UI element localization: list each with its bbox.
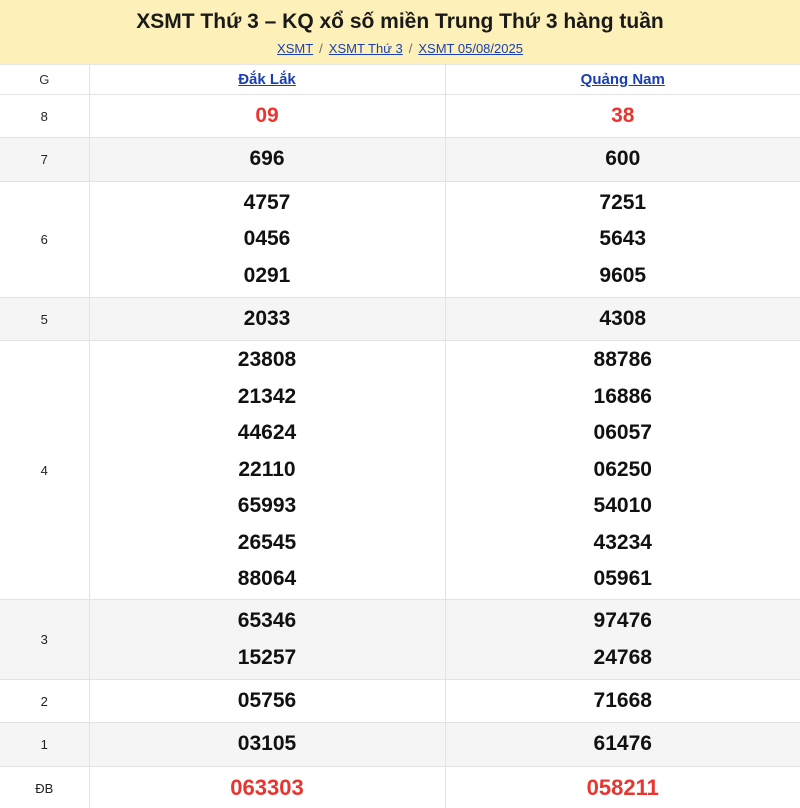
result-number: 15257 — [237, 645, 297, 669]
result-cell-dak-lak — [89, 767, 445, 808]
table-row-prize-3 — [0, 600, 800, 680]
result-cell-dak-lak — [89, 95, 445, 138]
result-number: 09 — [255, 103, 279, 127]
result-number: 61476 — [593, 732, 652, 756]
province-header-quang-nam — [445, 65, 800, 95]
table-row-prize-4 — [0, 341, 800, 600]
table-header-row — [0, 65, 800, 95]
breadcrumb-separator: / — [319, 41, 323, 56]
result-cell-dak-lak — [89, 341, 445, 600]
result-number: 05756 — [237, 688, 297, 712]
result-number: 71668 — [593, 688, 652, 712]
result-number: 06057 — [593, 421, 652, 445]
result-cell-dak-lak — [89, 138, 445, 182]
result-number: 97476 — [593, 609, 652, 632]
result-number: 24768 — [593, 645, 652, 669]
prize-label: 5 — [0, 298, 89, 341]
prize-label: 3 — [0, 600, 89, 680]
result-number: 5643 — [599, 227, 647, 251]
province-link-quang-nam[interactable]: Quảng Nam — [580, 71, 665, 88]
result-cell-quang-nam — [445, 341, 800, 600]
province-header-dak-lak — [89, 65, 445, 95]
page-header — [0, 0, 800, 65]
result-cell-dak-lak — [89, 680, 445, 723]
prize-label: 4 — [0, 341, 89, 600]
result-cell-dak-lak — [89, 600, 445, 680]
result-cell-dak-lak — [89, 298, 445, 341]
result-number: 88786 — [593, 348, 652, 372]
prize-label: 2 — [0, 680, 89, 723]
result-number: 22110 — [238, 457, 296, 481]
result-number: 65346 — [237, 609, 297, 632]
breadcrumb-link-xsmt-date[interactable]: XSMT 05/08/2025 — [418, 41, 523, 56]
result-number: 05961 — [593, 567, 652, 591]
result-number: 4308 — [599, 306, 647, 330]
result-number: 43234 — [593, 530, 652, 554]
breadcrumb-link-xsmt[interactable]: XSMT — [277, 41, 314, 56]
table-row-prize-2 — [0, 680, 800, 723]
result-number: 23808 — [237, 348, 297, 372]
result-number: 54010 — [593, 494, 652, 518]
result-number: 2033 — [243, 306, 291, 330]
prize-label: 6 — [0, 182, 89, 298]
result-cell-quang-nam — [445, 767, 800, 808]
table-row-prize-8 — [0, 95, 800, 138]
special-prize-number: 063303 — [230, 774, 304, 800]
prize-label: ĐB — [0, 767, 89, 808]
result-cell-quang-nam — [445, 182, 800, 298]
table-row-prize-5 — [0, 298, 800, 341]
prize-column-header: G — [0, 65, 89, 95]
result-number: 9605 — [599, 263, 647, 287]
table-row-prize-6 — [0, 182, 800, 298]
table-row-prize-1 — [0, 723, 800, 767]
result-number: 16886 — [593, 384, 652, 408]
breadcrumb-link-xsmt-thu-3[interactable]: XSMT Thứ 3 — [328, 41, 403, 56]
result-number: 38 — [611, 103, 635, 127]
result-cell-quang-nam — [445, 723, 800, 767]
table-row-special-prize — [0, 767, 800, 808]
result-cell-quang-nam — [445, 298, 800, 341]
result-number: 65993 — [237, 494, 297, 518]
result-number: 21342 — [237, 384, 297, 408]
result-number: 06250 — [593, 457, 652, 481]
result-number: 0291 — [243, 263, 291, 287]
result-number: 44624 — [237, 421, 297, 445]
prize-label: 7 — [0, 138, 89, 182]
result-number: 26545 — [237, 530, 297, 554]
province-link-dak-lak[interactable]: Đắk Lắk — [238, 71, 296, 88]
prize-label: 1 — [0, 723, 89, 767]
result-cell-quang-nam — [445, 680, 800, 723]
page-title: XSMT Thứ 3 – KQ xổ số miền Trung Thứ 3 hàng tuần — [136, 10, 664, 33]
result-number: 696 — [249, 147, 285, 171]
breadcrumb — [0, 41, 800, 57]
result-number: 600 — [605, 147, 641, 171]
result-number: 4757 — [243, 190, 291, 214]
result-number: 7251 — [599, 190, 647, 214]
result-cell-dak-lak — [89, 182, 445, 298]
result-number: 03105 — [237, 732, 297, 756]
result-cell-dak-lak — [89, 723, 445, 767]
prize-label: 8 — [0, 95, 89, 138]
result-number: 0456 — [243, 227, 291, 251]
special-prize-number: 058211 — [586, 774, 659, 800]
result-cell-quang-nam — [445, 600, 800, 680]
breadcrumb-separator: / — [408, 41, 413, 56]
result-number: 88064 — [237, 567, 297, 591]
result-cell-quang-nam — [445, 95, 800, 138]
table-row-prize-7 — [0, 138, 800, 182]
results-table — [0, 65, 800, 808]
result-cell-quang-nam — [445, 138, 800, 182]
